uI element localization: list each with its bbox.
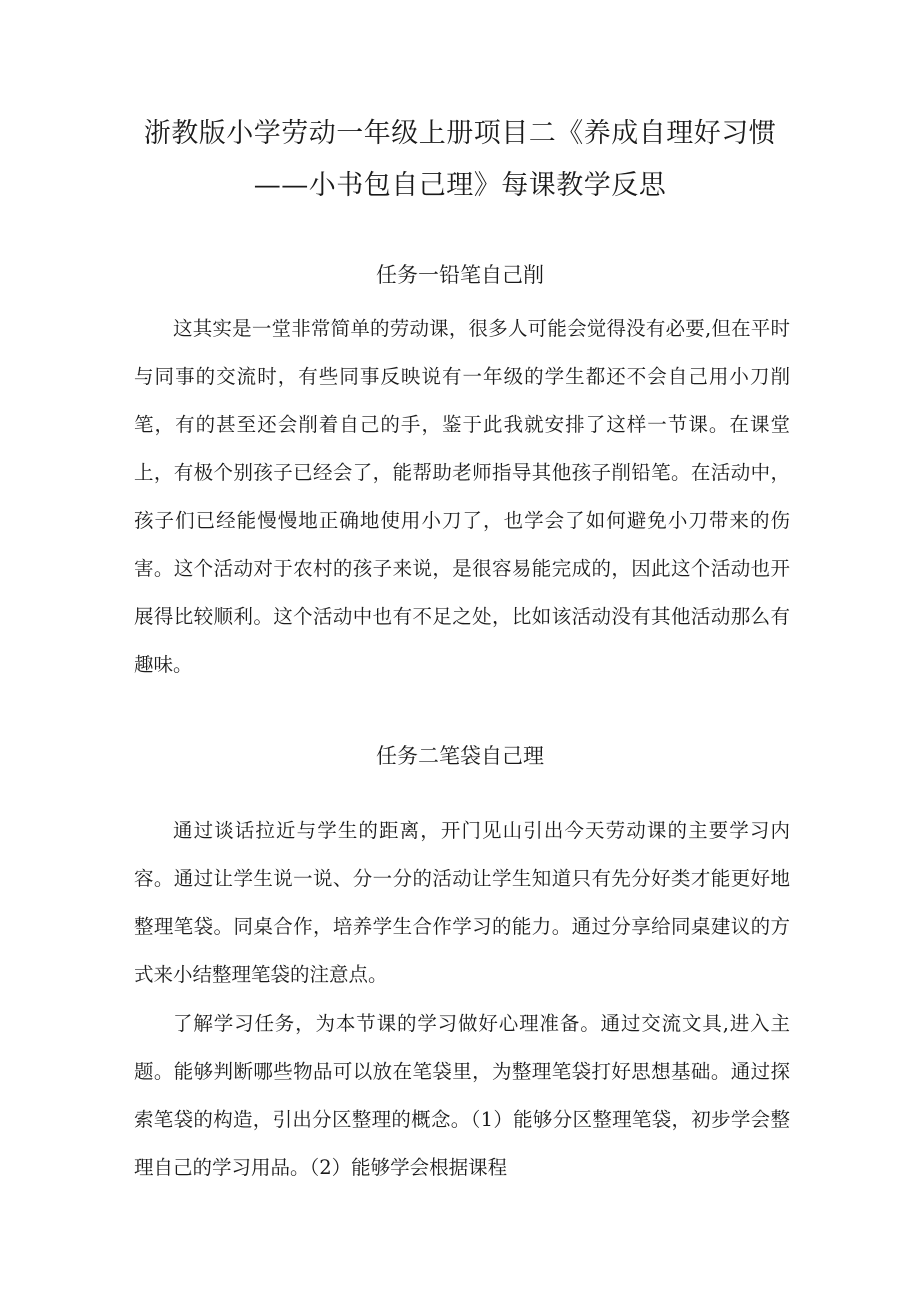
paragraph: 这其实是一堂非常简单的劳动课，很多人可能会觉得没有必要,但在平时与同事的交流时，有些同事反映说有一年级的学生都还不会自己用小刀削笔，有的甚至还会削着自己的手，鉴于此我就安排了这样一节课。在课堂上，有极个别孩子已经会了，能帮助老师指导其他孩子削铅笔。在活动中，孩子们已经能慢慢地正确地使用小刀了，也学会了如何避免小刀带来的伤害。这个活动对于农村的孩子来说，是很容易能完成的，因此这个活动也开展得比较顺利。这个活动中也有不足之处，比如该活动没有其他活动那么有趣味。: [134, 317, 790, 676]
paragraph: 了解学习任务，为本节课的学习做好心理准备。通过交流文具,进入主题。能够判断哪些物品可以放在笔袋里，为整理笔袋打好思想基础。通过探索笔袋的构造，引出分区整理的概念。（1）能够分区整理笔袋，初步学会整理自己的学习用品。（2）能够学会根据课程: [134, 1012, 790, 1179]
document-title: 浙教版小学劳动一年级上册项目二《养成自理好习惯——小书包自己理》每课教学反思: [143, 118, 777, 201]
section-heading-pencil: 任务一铅笔自己削: [376, 263, 544, 287]
section-heading-pencil-case: 任务二笔袋自己理: [376, 744, 544, 768]
paragraph: 通过谈话拉近与学生的距离，开门见山引出今天劳动课的主要学习内容。通过让学生说一说、分一分的活动让学生知道只有先分好类才能更好地整理笔袋。同桌合作，培养学生合作学习的能力。通过分享给同桌建议的方式来小结整理笔袋的注意点。: [134, 819, 790, 986]
